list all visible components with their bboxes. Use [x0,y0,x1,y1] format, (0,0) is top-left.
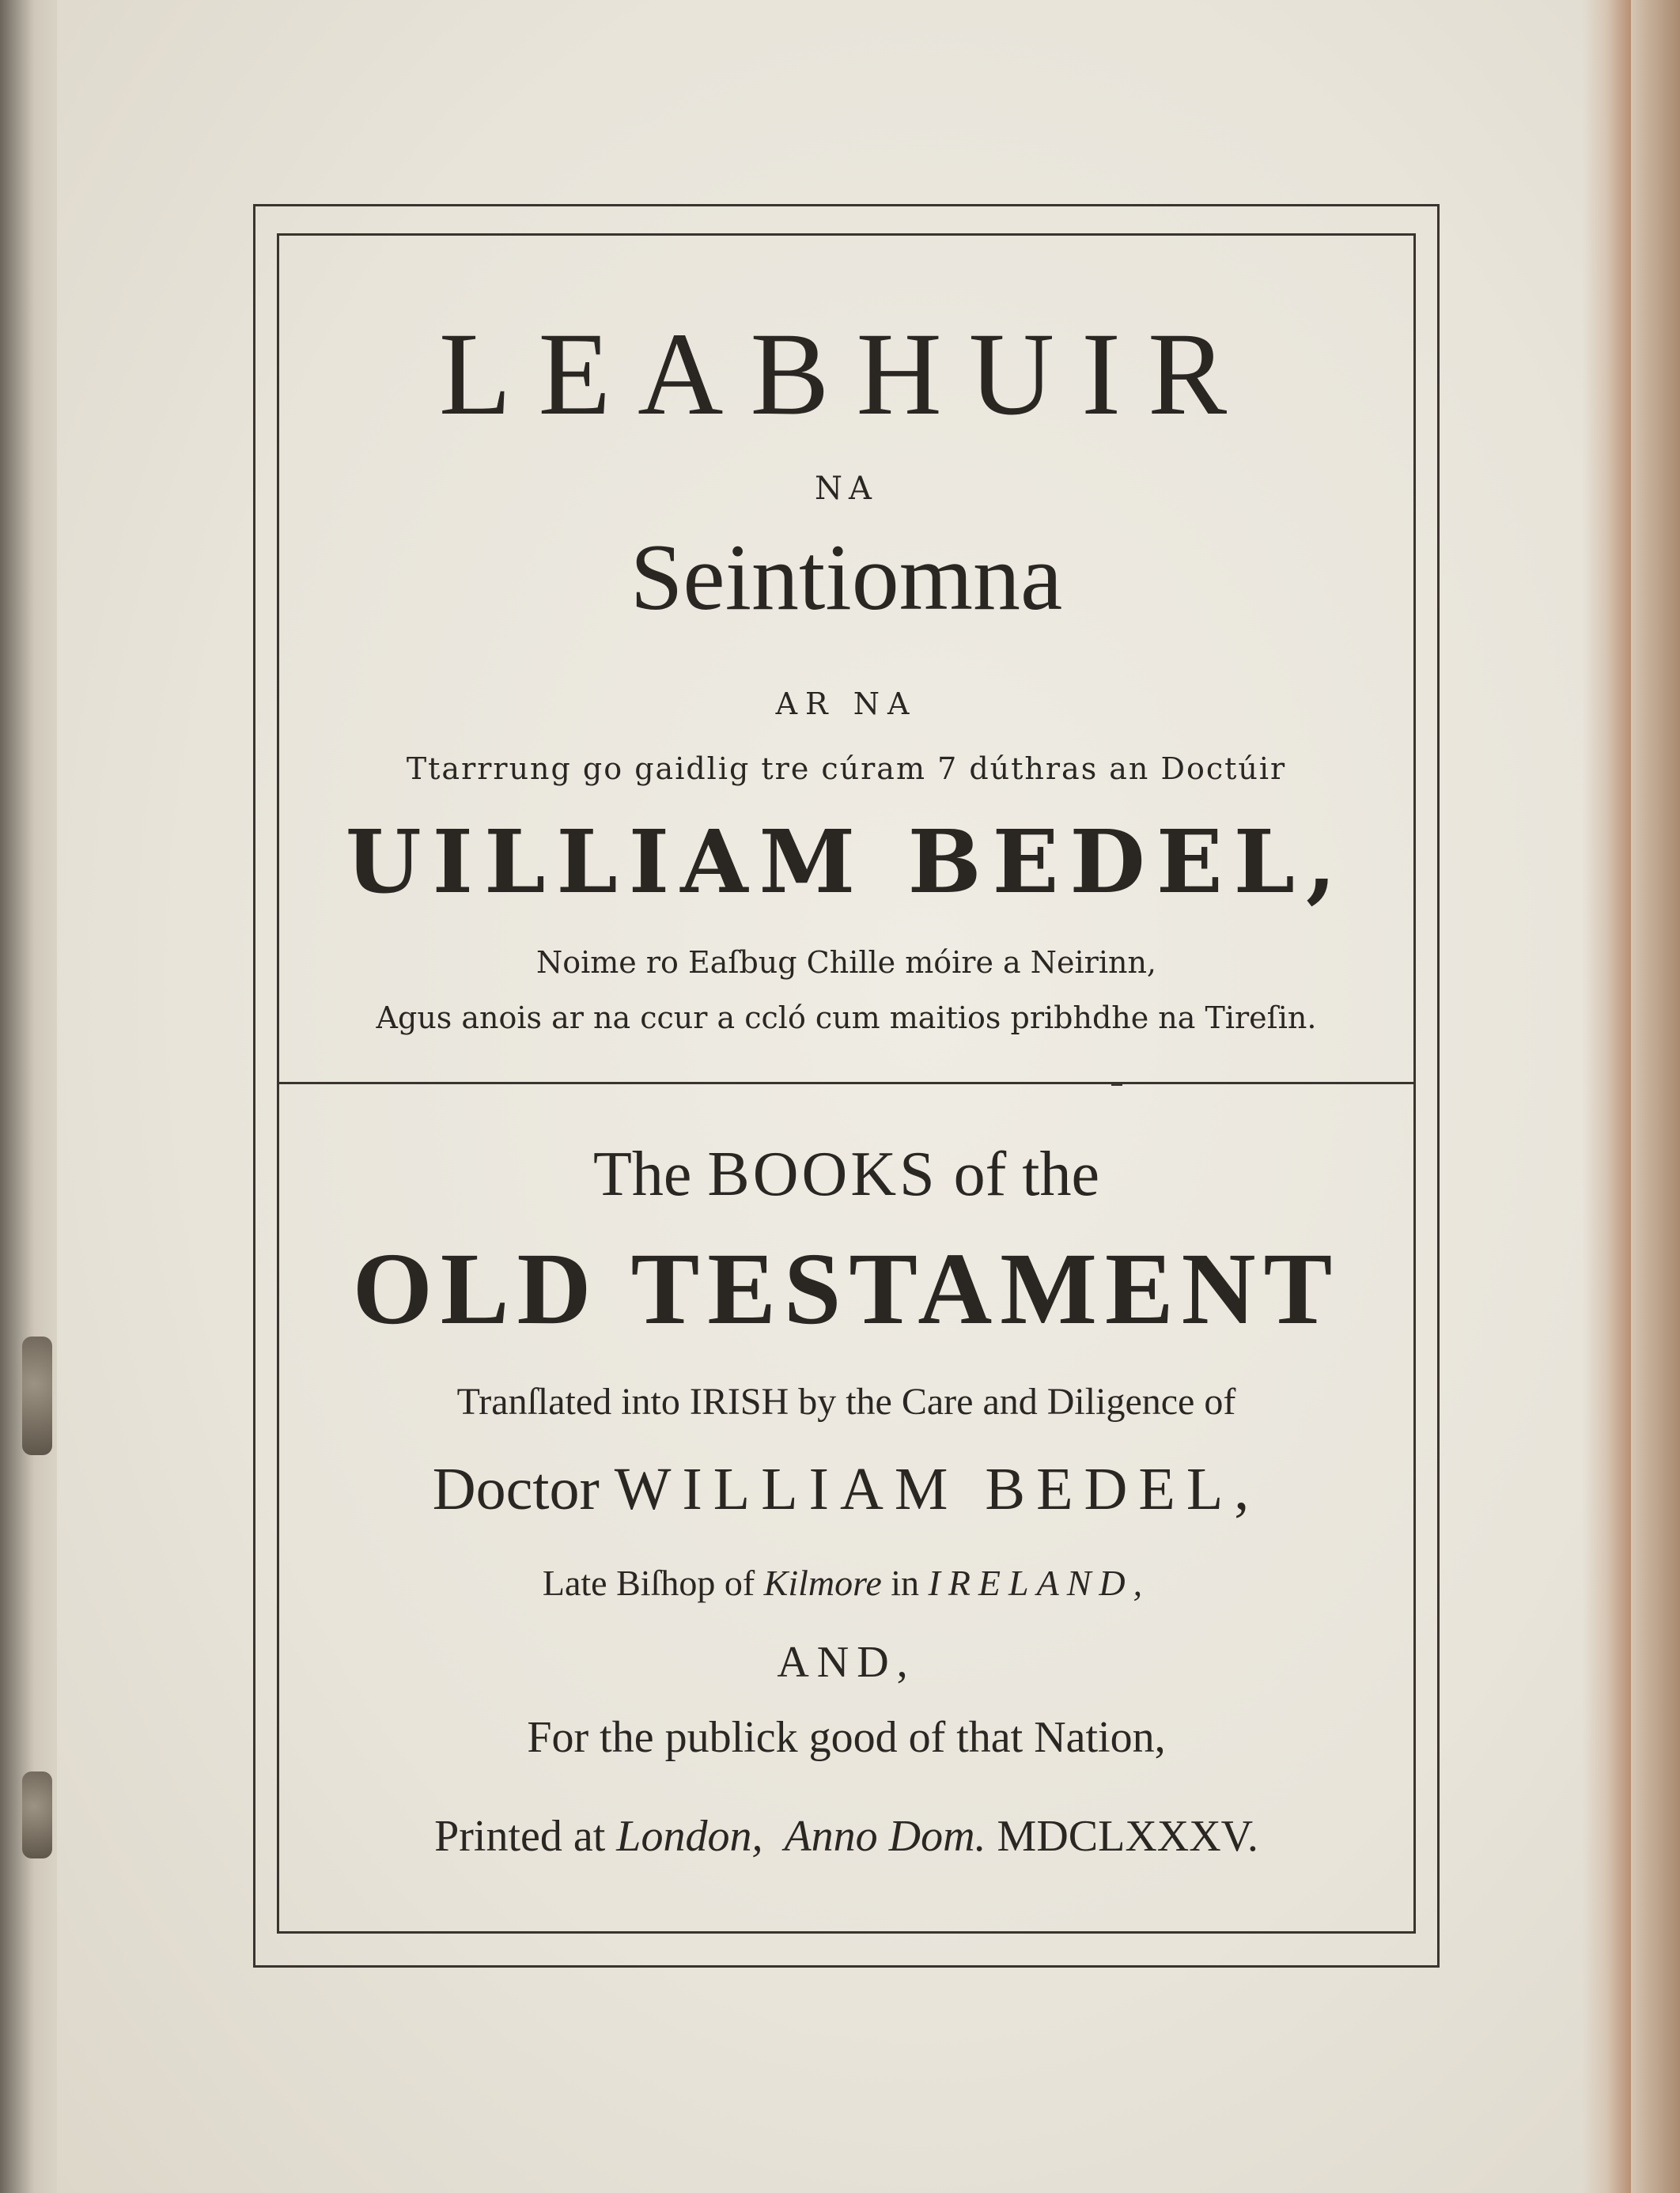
doctor-prefix: Doctor [432,1456,615,1522]
section-divider [278,1082,1414,1084]
irish-printed-line: Agus anois ar na ccur a ccló cum maitios pribhdhe na Tireſin. [376,1000,1317,1035]
printed-prefix: Printed at [434,1812,617,1861]
printed-city: London, [616,1812,763,1861]
binding-cord [22,1771,52,1858]
page-edge [1582,0,1631,2193]
binding-cord [22,1337,52,1455]
books-caps: BOOKS [707,1140,938,1209]
irish-author: UILLIAM BEDEL, [345,811,1348,913]
english-bishop-line [278,1562,1414,1604]
books-prefix: The [593,1140,708,1209]
late-country: IRELAND, [928,1563,1151,1603]
irish-arna: AR NA [775,686,918,721]
irish-subtitle: Seintiomna [630,524,1063,630]
irish-title: LEABHUIR [438,308,1254,440]
english-publick: For the publick good of that Nation, [527,1713,1166,1762]
divider-mark [1111,1083,1122,1086]
english-imprint [278,1811,1414,1862]
english-author-line [278,1456,1414,1522]
printed-anno: Anno Dom. [762,1812,986,1861]
english-translated: Tranſlated into IRISH by the Care and Diligence of [456,1381,1236,1423]
late-mid: in [881,1563,929,1603]
books-suffix: of the [937,1140,1099,1209]
english-and: AND, [777,1638,916,1687]
irish-na: NA [815,471,878,507]
book-gutter [0,0,57,2193]
late-place: Kilmore [763,1563,882,1603]
irish-bishop-line: Noime ro Eaſbug Chille móire a Neirinn, [535,945,1156,980]
doctor-name: WILLIAM BEDEL, [614,1456,1261,1522]
irish-translated-line: Ttarrrung go gaidlig tre cúram 7 dúthras an Doctúir [406,751,1287,786]
printed-year: MDCLXXXV. [986,1812,1258,1861]
late-prefix: Late Biſhop of [542,1563,764,1603]
english-books-line [278,1140,1414,1209]
english-title: OLD TESTAMENT [352,1232,1341,1346]
